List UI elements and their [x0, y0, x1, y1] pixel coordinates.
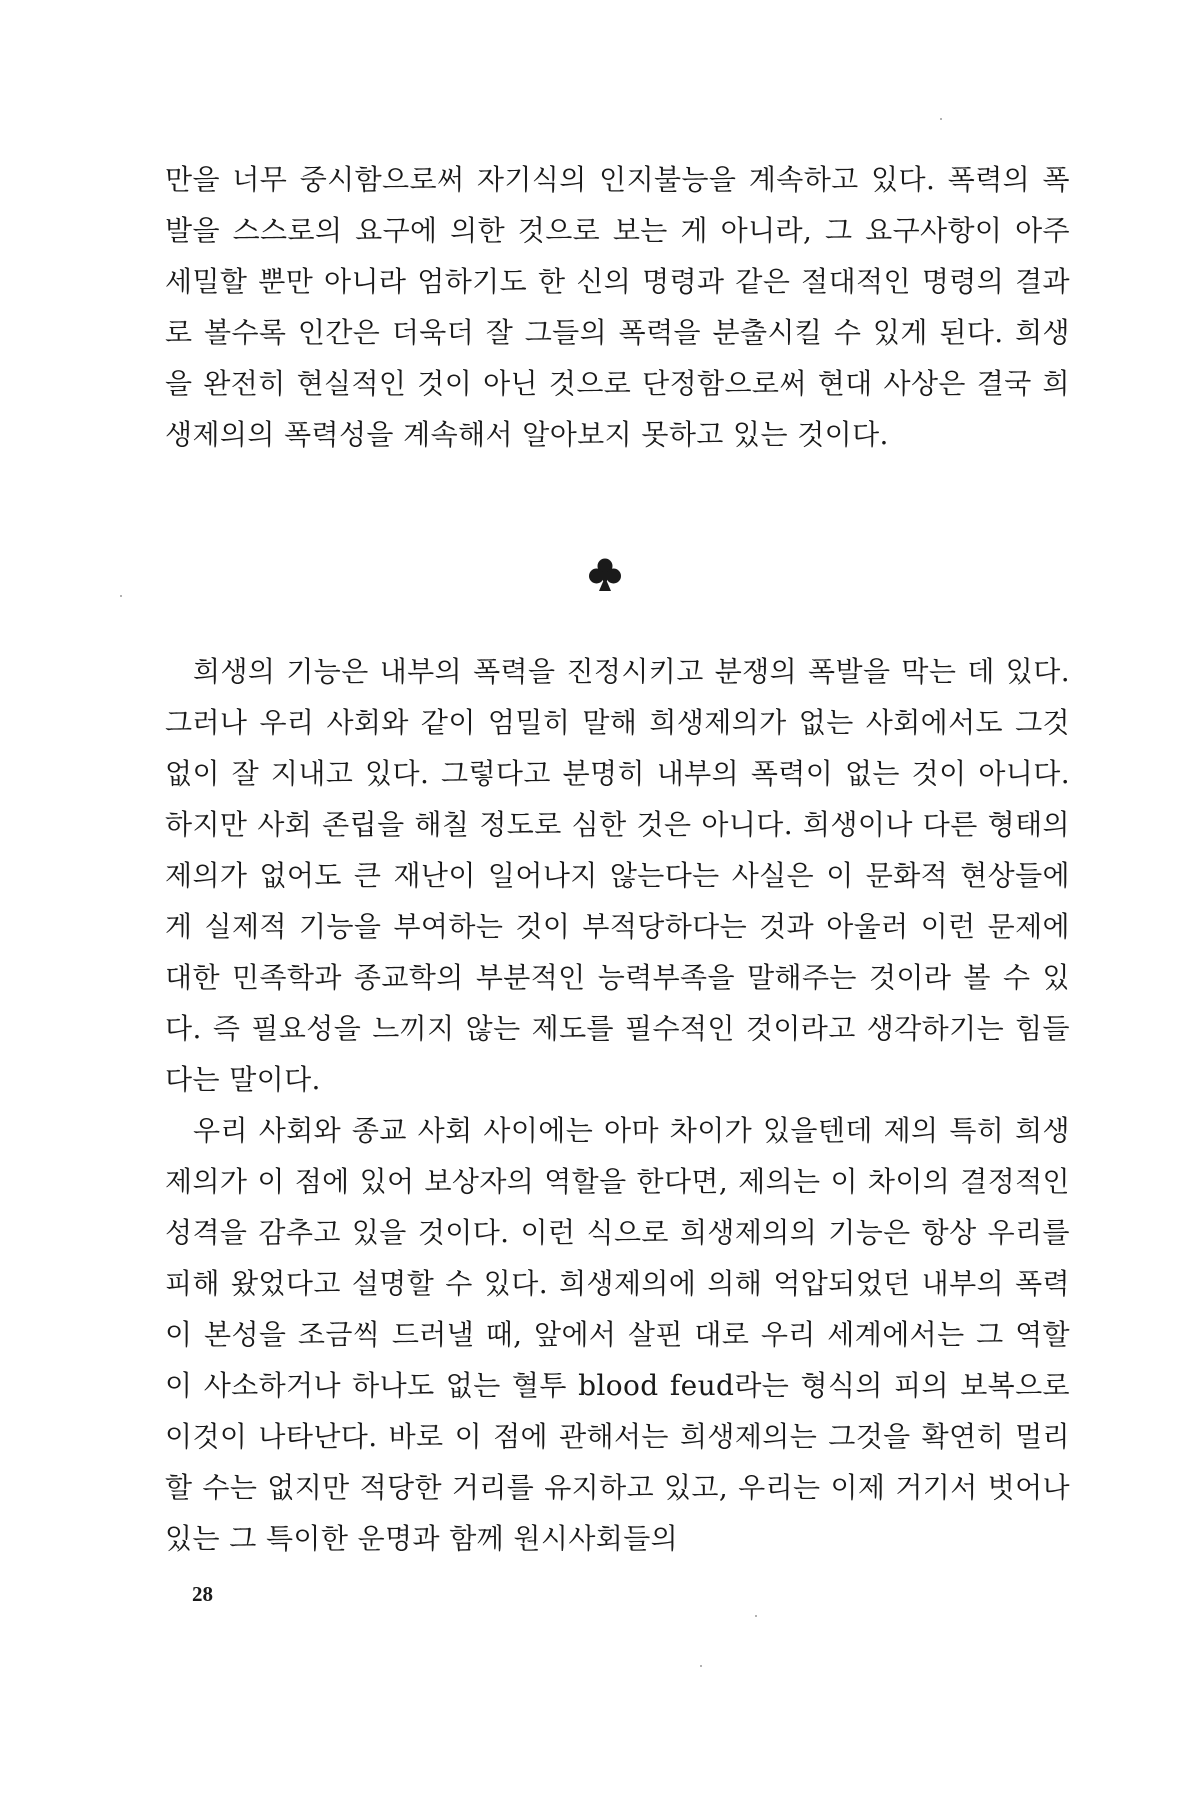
paragraph: 만을 너무 중시함으로써 자기식의 인지불능을 계속하고 있다. 폭력의 폭발을 스스로의 요구에 의한 것으로 보는 게 아니라, 그 요구사항이 아주 세밀할 뿐만 아니라 엄하기도 한 신의 명령과 같은 절대적인 명령의 결과로 볼수록 인간은 더욱더 잘 그들의 폭력을 분출시킬 수 있게 된다. 희생을 완전히 현실적인 것이 아닌 것으로 단정함으로써 현대 사상은 결국 희생제의의 폭력성을 계속해서 알아보지 못하고 있는 것이다. — [165, 163, 1070, 451]
paragraph: 희생의 기능은 내부의 폭력을 진정시키고 분쟁의 폭발을 막는 데 있다. 그러나 우리 사회와 같이 엄밀히 말해 희생제의가 없는 사회에서도 그것 없이 잘 지내고 있다. 그렇다고 분명히 내부의 폭력이 없는 것이 아니다. 하지만 사회 존립을 해칠 정도로 심한 것은 아니다. 희생이나 다른 형태의 제의가 없어도 큰 재난이 일어나지 않는다는 사실은 이 문화적 현상들에게 실제적 기능을 부여하는 것이 부적당하다는 것과 아울러 이런 문제에 대한 민족학과 종교학의 부분적인 능력부족을 말해주는 것이라 볼 수 있다. 즉 필요성을 느끼지 않는 제도를 필수적인 것이라고 생각하기는 힘들다는 말이다. — [165, 655, 1070, 1096]
page-number: 28 — [192, 1582, 213, 1606]
paragraph: 우리 사회와 종교 사회 사이에는 아마 차이가 있을텐데 제의 특히 희생제의가 이 점에 있어 보상자의 역할을 한다면, 제의는 이 차이의 결정적인 성격을 감추고 있을 것이다. 이런 식으로 희생제의의 기능은 항상 우리를 피해 왔었다고 설명할 수 있다. 희생제의에 의해 억압되었던 내부의 폭력이 본성을 조금씩 드러낼 때, 앞에서 살핀 대로 우리 세계에서는 그 역할이 사소하거나 하나도 없는 혈투 blood feud라는 형식의 피의 보복으로 이것이 나타난다. 바로 이 점에 관해서는 희생제의는 그것을 확연히 멀리할 수는 없지만 적당한 거리를 유지하고 있고, 우리는 이제 거기서 벗어나 있는 그 특이한 운명과 함께 원시사회들의 — [165, 1114, 1070, 1555]
scan-speck — [700, 1665, 702, 1667]
scan-speck — [755, 1615, 757, 1617]
scan-speck — [940, 118, 942, 120]
text-section-before-ornament — [165, 154, 1070, 460]
club-suit-icon — [585, 555, 625, 595]
scan-speck — [120, 595, 122, 597]
text-section-after-ornament — [165, 646, 1070, 1564]
